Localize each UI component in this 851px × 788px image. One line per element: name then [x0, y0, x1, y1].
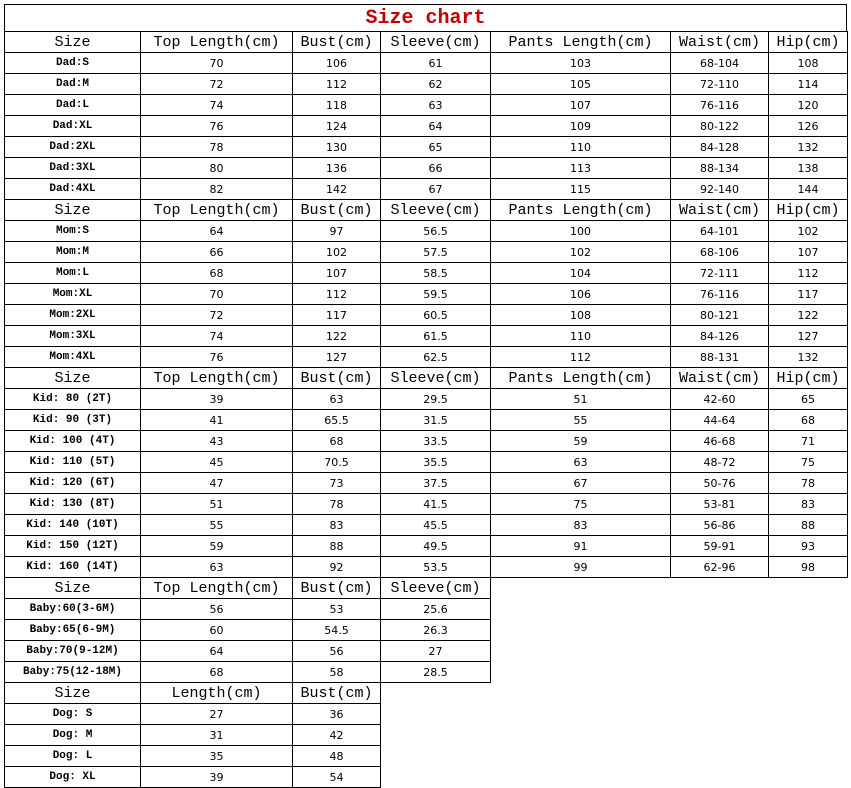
size-label-cell: Dad:M [5, 74, 141, 95]
measurement-cell: 35.5 [381, 452, 491, 473]
measurement-cell: 33.5 [381, 431, 491, 452]
size-label-cell: Kid: 160 (14T) [5, 557, 141, 578]
measurement-cell: 102 [491, 242, 671, 263]
table-row [5, 95, 848, 116]
measurement-cell: 50-76 [671, 473, 769, 494]
measurement-cell: 68-104 [671, 53, 769, 74]
measurement-cell: 100 [491, 221, 671, 242]
measurement-cell: 64-101 [671, 221, 769, 242]
baby-header-row [5, 578, 491, 599]
table-row [5, 599, 491, 620]
measurement-cell: 73 [293, 473, 381, 494]
measurement-cell: 46-68 [671, 431, 769, 452]
chart-title: Size chart [4, 4, 847, 32]
table-row [5, 704, 381, 725]
measurement-cell: 82 [141, 179, 293, 200]
measurement-cell: 53-81 [671, 494, 769, 515]
size-label-cell: Mom:M [5, 242, 141, 263]
size-label-cell: Mom:4XL [5, 347, 141, 368]
measurement-cell: 65.5 [293, 410, 381, 431]
measurement-cell: 112 [293, 284, 381, 305]
measurement-cell: 117 [769, 284, 848, 305]
measurement-cell: 114 [769, 74, 848, 95]
dog-header-row [5, 683, 381, 704]
measurement-cell: 60.5 [381, 305, 491, 326]
measurement-cell: 93 [769, 536, 848, 557]
size-label-cell: Mom:3XL [5, 326, 141, 347]
measurement-cell: 63 [293, 389, 381, 410]
measurement-cell: 25.6 [381, 599, 491, 620]
measurement-cell: 61 [381, 53, 491, 74]
measurement-cell: 39 [141, 389, 293, 410]
measurement-cell: 80-122 [671, 116, 769, 137]
table-row [5, 179, 848, 200]
size-label-cell: Kid: 110 (5T) [5, 452, 141, 473]
measurement-cell: 49.5 [381, 536, 491, 557]
measurement-cell: 109 [491, 116, 671, 137]
measurement-cell: 112 [491, 347, 671, 368]
measurement-cell: 59 [141, 536, 293, 557]
table-row [5, 431, 848, 452]
measurement-cell: 29.5 [381, 389, 491, 410]
measurement-cell: 27 [141, 704, 293, 725]
measurement-cell: 144 [769, 179, 848, 200]
size-label-cell: Kid: 150 (12T) [5, 536, 141, 557]
size-label-cell: Baby:70(9-12M) [5, 641, 141, 662]
kid-header-cell: Bust(cm) [293, 368, 381, 389]
measurement-cell: 138 [769, 158, 848, 179]
measurement-cell: 56-86 [671, 515, 769, 536]
measurement-cell: 92-140 [671, 179, 769, 200]
table-row [5, 53, 848, 74]
measurement-cell: 88-134 [671, 158, 769, 179]
measurement-cell: 78 [141, 137, 293, 158]
measurement-cell: 107 [491, 95, 671, 116]
measurement-cell: 72 [141, 305, 293, 326]
dog-size-table [4, 682, 381, 788]
measurement-cell: 62-96 [671, 557, 769, 578]
measurement-cell: 63 [381, 95, 491, 116]
measurement-cell: 75 [491, 494, 671, 515]
table-row [5, 326, 848, 347]
measurement-cell: 68 [769, 410, 848, 431]
kid-header-cell: Waist(cm) [671, 368, 769, 389]
measurement-cell: 117 [293, 305, 381, 326]
measurement-cell: 88 [769, 515, 848, 536]
dad-header-cell: Sleeve(cm) [381, 32, 491, 53]
measurement-cell: 39 [141, 767, 293, 788]
measurement-cell: 76-116 [671, 95, 769, 116]
measurement-cell: 67 [491, 473, 671, 494]
measurement-cell: 92 [293, 557, 381, 578]
measurement-cell: 76 [141, 116, 293, 137]
measurement-cell: 72 [141, 74, 293, 95]
measurement-cell: 76-116 [671, 284, 769, 305]
measurement-cell: 88-131 [671, 347, 769, 368]
measurement-cell: 35 [141, 746, 293, 767]
kid-header-cell: Hip(cm) [769, 368, 848, 389]
table-row [5, 137, 848, 158]
mom-header-cell: Top Length(cm) [141, 200, 293, 221]
measurement-cell: 65 [769, 389, 848, 410]
size-label-cell: Kid: 90 (3T) [5, 410, 141, 431]
kid-header-cell: Pants Length(cm) [491, 368, 671, 389]
measurement-cell: 83 [769, 494, 848, 515]
measurement-cell: 106 [491, 284, 671, 305]
table-row [5, 473, 848, 494]
kid-header-cell: Size [5, 368, 141, 389]
measurement-cell: 70 [141, 53, 293, 74]
measurement-cell: 84-126 [671, 326, 769, 347]
dad-header-cell: Hip(cm) [769, 32, 848, 53]
measurement-cell: 108 [491, 305, 671, 326]
table-row [5, 494, 848, 515]
measurement-cell: 124 [293, 116, 381, 137]
measurement-cell: 107 [293, 263, 381, 284]
baby-size-table [4, 577, 491, 683]
size-chart-sheet [4, 4, 847, 782]
table-row [5, 74, 848, 95]
measurement-cell: 59-91 [671, 536, 769, 557]
measurement-cell: 37.5 [381, 473, 491, 494]
measurement-cell: 48-72 [671, 452, 769, 473]
measurement-cell: 66 [381, 158, 491, 179]
measurement-cell: 113 [491, 158, 671, 179]
measurement-cell: 59 [491, 431, 671, 452]
measurement-cell: 102 [293, 242, 381, 263]
table-row [5, 536, 848, 557]
dad-header-row [5, 32, 848, 53]
kid-header-cell: Top Length(cm) [141, 368, 293, 389]
measurement-cell: 62 [381, 74, 491, 95]
measurement-cell: 28.5 [381, 662, 491, 683]
measurement-cell: 136 [293, 158, 381, 179]
measurement-cell: 58.5 [381, 263, 491, 284]
measurement-cell: 91 [491, 536, 671, 557]
mom-header-cell: Size [5, 200, 141, 221]
measurement-cell: 67 [381, 179, 491, 200]
measurement-cell: 42 [293, 725, 381, 746]
mom-header-row [5, 200, 848, 221]
mom-header-cell: Waist(cm) [671, 200, 769, 221]
measurement-cell: 112 [293, 74, 381, 95]
table-row [5, 347, 848, 368]
measurement-cell: 102 [769, 221, 848, 242]
size-label-cell: Dog: M [5, 725, 141, 746]
table-row [5, 641, 491, 662]
measurement-cell: 108 [769, 53, 848, 74]
kid-header-row [5, 368, 848, 389]
dad-header-cell: Top Length(cm) [141, 32, 293, 53]
mom-header-cell: Hip(cm) [769, 200, 848, 221]
measurement-cell: 115 [491, 179, 671, 200]
size-label-cell: Mom:2XL [5, 305, 141, 326]
measurement-cell: 62.5 [381, 347, 491, 368]
measurement-cell: 70 [141, 284, 293, 305]
size-label-cell: Dog: S [5, 704, 141, 725]
measurement-cell: 130 [293, 137, 381, 158]
measurement-cell: 63 [141, 557, 293, 578]
table-row [5, 515, 848, 536]
measurement-cell: 53 [293, 599, 381, 620]
size-label-cell: Dad:XL [5, 116, 141, 137]
measurement-cell: 70.5 [293, 452, 381, 473]
measurement-cell: 110 [491, 137, 671, 158]
dog-header-cell: Bust(cm) [293, 683, 381, 704]
measurement-cell: 68 [141, 263, 293, 284]
size-label-cell: Kid: 140 (10T) [5, 515, 141, 536]
measurement-cell: 105 [491, 74, 671, 95]
measurement-cell: 97 [293, 221, 381, 242]
measurement-cell: 132 [769, 347, 848, 368]
measurement-cell: 26.3 [381, 620, 491, 641]
baby-header-cell: Top Length(cm) [141, 578, 293, 599]
measurement-cell: 75 [769, 452, 848, 473]
mom-size-table [4, 199, 848, 368]
measurement-cell: 45 [141, 452, 293, 473]
measurement-cell: 122 [769, 305, 848, 326]
table-row [5, 725, 381, 746]
measurement-cell: 120 [769, 95, 848, 116]
measurement-cell: 66 [141, 242, 293, 263]
measurement-cell: 132 [769, 137, 848, 158]
measurement-cell: 58 [293, 662, 381, 683]
measurement-cell: 99 [491, 557, 671, 578]
baby-header-cell: Sleeve(cm) [381, 578, 491, 599]
size-label-cell: Dad:S [5, 53, 141, 74]
measurement-cell: 127 [769, 326, 848, 347]
measurement-cell: 127 [293, 347, 381, 368]
table-row [5, 746, 381, 767]
measurement-cell: 103 [491, 53, 671, 74]
table-row [5, 389, 848, 410]
table-row [5, 410, 848, 431]
measurement-cell: 80-121 [671, 305, 769, 326]
measurement-cell: 47 [141, 473, 293, 494]
table-row [5, 242, 848, 263]
measurement-cell: 44-64 [671, 410, 769, 431]
measurement-cell: 27 [381, 641, 491, 662]
table-row [5, 767, 381, 788]
measurement-cell: 68 [293, 431, 381, 452]
size-label-cell: Baby:60(3-6M) [5, 599, 141, 620]
measurement-cell: 36 [293, 704, 381, 725]
measurement-cell: 74 [141, 95, 293, 116]
measurement-cell: 64 [141, 221, 293, 242]
measurement-cell: 64 [381, 116, 491, 137]
measurement-cell: 55 [141, 515, 293, 536]
measurement-cell: 72-110 [671, 74, 769, 95]
measurement-cell: 57.5 [381, 242, 491, 263]
measurement-cell: 43 [141, 431, 293, 452]
mom-header-cell: Pants Length(cm) [491, 200, 671, 221]
dog-header-cell: Size [5, 683, 141, 704]
measurement-cell: 126 [769, 116, 848, 137]
mom-header-cell: Bust(cm) [293, 200, 381, 221]
measurement-cell: 106 [293, 53, 381, 74]
measurement-cell: 55 [491, 410, 671, 431]
baby-header-cell: Size [5, 578, 141, 599]
measurement-cell: 53.5 [381, 557, 491, 578]
measurement-cell: 64 [141, 641, 293, 662]
dad-size-table [4, 31, 848, 200]
measurement-cell: 51 [491, 389, 671, 410]
size-label-cell: Mom:S [5, 221, 141, 242]
size-label-cell: Kid: 130 (8T) [5, 494, 141, 515]
measurement-cell: 107 [769, 242, 848, 263]
dog-header-cell: Length(cm) [141, 683, 293, 704]
measurement-cell: 78 [293, 494, 381, 515]
table-row [5, 284, 848, 305]
measurement-cell: 84-128 [671, 137, 769, 158]
size-label-cell: Kid: 100 (4T) [5, 431, 141, 452]
size-label-cell: Baby:75(12-18M) [5, 662, 141, 683]
measurement-cell: 68 [141, 662, 293, 683]
measurement-cell: 45.5 [381, 515, 491, 536]
measurement-cell: 104 [491, 263, 671, 284]
kid-size-table [4, 367, 848, 578]
measurement-cell: 42-60 [671, 389, 769, 410]
measurement-cell: 54 [293, 767, 381, 788]
kid-header-cell: Sleeve(cm) [381, 368, 491, 389]
measurement-cell: 110 [491, 326, 671, 347]
dad-header-cell: Bust(cm) [293, 32, 381, 53]
measurement-cell: 59.5 [381, 284, 491, 305]
dad-header-cell: Waist(cm) [671, 32, 769, 53]
measurement-cell: 54.5 [293, 620, 381, 641]
size-label-cell: Dad:2XL [5, 137, 141, 158]
measurement-cell: 31 [141, 725, 293, 746]
measurement-cell: 71 [769, 431, 848, 452]
size-label-cell: Mom:L [5, 263, 141, 284]
size-label-cell: Baby:65(6-9M) [5, 620, 141, 641]
measurement-cell: 56 [293, 641, 381, 662]
measurement-cell: 98 [769, 557, 848, 578]
measurement-cell: 63 [491, 452, 671, 473]
mom-header-cell: Sleeve(cm) [381, 200, 491, 221]
measurement-cell: 72-111 [671, 263, 769, 284]
measurement-cell: 60 [141, 620, 293, 641]
measurement-cell: 78 [769, 473, 848, 494]
measurement-cell: 83 [491, 515, 671, 536]
table-row [5, 452, 848, 473]
dad-header-cell: Size [5, 32, 141, 53]
measurement-cell: 80 [141, 158, 293, 179]
table-row [5, 116, 848, 137]
measurement-cell: 76 [141, 347, 293, 368]
table-row [5, 221, 848, 242]
size-label-cell: Kid: 120 (6T) [5, 473, 141, 494]
table-row [5, 557, 848, 578]
measurement-cell: 112 [769, 263, 848, 284]
baby-header-cell: Bust(cm) [293, 578, 381, 599]
measurement-cell: 68-106 [671, 242, 769, 263]
measurement-cell: 65 [381, 137, 491, 158]
measurement-cell: 74 [141, 326, 293, 347]
size-label-cell: Dad:L [5, 95, 141, 116]
size-label-cell: Kid: 80 (2T) [5, 389, 141, 410]
size-label-cell: Dad:4XL [5, 179, 141, 200]
measurement-cell: 41 [141, 410, 293, 431]
measurement-cell: 48 [293, 746, 381, 767]
measurement-cell: 56 [141, 599, 293, 620]
measurement-cell: 31.5 [381, 410, 491, 431]
size-label-cell: Dad:3XL [5, 158, 141, 179]
measurement-cell: 88 [293, 536, 381, 557]
measurement-cell: 51 [141, 494, 293, 515]
measurement-cell: 122 [293, 326, 381, 347]
measurement-cell: 83 [293, 515, 381, 536]
table-row [5, 620, 491, 641]
measurement-cell: 41.5 [381, 494, 491, 515]
measurement-cell: 118 [293, 95, 381, 116]
dad-header-cell: Pants Length(cm) [491, 32, 671, 53]
measurement-cell: 61.5 [381, 326, 491, 347]
table-row [5, 263, 848, 284]
size-label-cell: Dog: XL [5, 767, 141, 788]
measurement-cell: 142 [293, 179, 381, 200]
size-label-cell: Dog: L [5, 746, 141, 767]
table-row [5, 662, 491, 683]
measurement-cell: 56.5 [381, 221, 491, 242]
table-row [5, 158, 848, 179]
table-row [5, 305, 848, 326]
size-label-cell: Mom:XL [5, 284, 141, 305]
